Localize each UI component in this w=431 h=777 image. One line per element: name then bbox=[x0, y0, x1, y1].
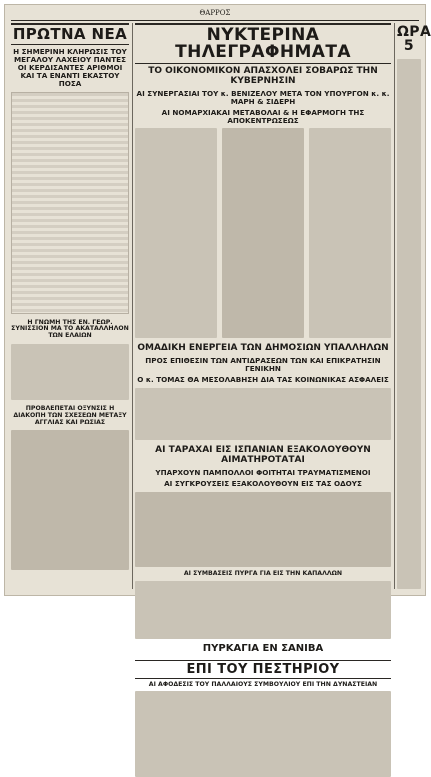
middle-section-subheadline-2: Ο κ. ΤΟΜΑΣ ΘΑ ΜΕΣΟΛΑΒΗΣΗ ΔΙΑ ΤΑΣ ΚΟΙΝΩΝΙΚΑΣ ΑΣΦΑΛΕΙΣ bbox=[137, 375, 389, 385]
left-bottom-headline-2: ΠΡΟΒΛΕΠΕΤΑΙ ΟΞΥΝΣΙΣ Η ΔΙΑΚΟΠΗ ΤΩΝ ΣΧΕΣΕΩΝ ΜΕΤΑΞΥ ΑΓΓΛΙΑΣ ΚΑΙ ΡΩΣΙΑΣ bbox=[13, 405, 127, 426]
masthead-rule bbox=[11, 20, 419, 21]
middle-subheadline-2: ΑΙ ΝΟΜΑΡΧΙΑΚΑΙ ΜΕΤΑΒΟΛΑΙ & Η ΕΦΑΡΜΟΓΗ ΤΗΣ ΑΠΟΚΕΝΤΡΩΣΕΩΣ bbox=[161, 107, 365, 125]
middle-text-col-2 bbox=[222, 128, 304, 338]
middle-footer-subheadline: ΑΙ ΑΦΟΔΕΣΙΣ ΤΟΥ ΠΑΛΛΑΙΟΥΣ ΣΥΜΒΟΥΛΙΟΥ ΕΠΙ ΤΗΝ ΔΥΝΑΣΤΕΙΑΝ bbox=[148, 680, 378, 688]
left-banner: ΠΡΩΤΝΑ ΝΕΑ bbox=[12, 25, 128, 43]
left-column bbox=[11, 23, 129, 589]
column-divider-2 bbox=[394, 23, 395, 589]
middle-notice-body bbox=[135, 581, 391, 639]
middle-bottom-subheadline-1: ΥΠΑΡΧΟΥΝ ΠΑΜΠΟΛΛΟΙ ΦΟΙΤΗΤΑΙ ΤΡΑΥΜΑΤΙΣΜΕΝΟΙ bbox=[155, 467, 371, 477]
left-article-body-2 bbox=[11, 430, 129, 570]
middle-section-body bbox=[135, 388, 391, 440]
masthead bbox=[11, 9, 419, 19]
middle-bottom-headline: ΑΙ ΤΑΡΑΧΑΙ ΕΙΣ ΙΣΠΑΝΙΑΝ ΕΞΑΚΟΛΟΥΘΟΥΝ ΑΙΜΑΤΗΡΟΤΑΤΑΙ bbox=[155, 445, 371, 466]
middle-subheadline-1: ΑΙ ΣΥΝΕΡΓΑΣΙΑΙ ΤΟΥ κ. ΒΕΝΙΖΕΛΟΥ ΜΕΤΑ ΤΟΝ ΥΠΟΥΡΓΟΝ κ. κ. ΜΑΡΗ & ΣΙΔΕΡΗ bbox=[136, 88, 390, 106]
column-divider-1 bbox=[132, 23, 133, 589]
masthead-title: ΘΑΡΡΟΣ bbox=[199, 9, 231, 17]
middle-notice-headline: ΑΙ ΣΥΜΒΑΣΕΙΣ ΠΥΡΓΑ ΓΙΑ ΕΙΣ ΤΗΝ ΚΑΠΑΛΛΩΝ bbox=[183, 569, 343, 577]
middle-footer-banner: ΕΠΙ ΤΟΥ ΠΕΣΤΗΡΙΟΥ bbox=[135, 660, 391, 679]
middle-section-subheadline-1: ΠΡΟΣ ΕΠΙΘΕΣΙΝ ΤΩΝ ΑΝΤΙΔΡΑΣΕΩΝ ΤΩΝ ΚΑΙ ΕΠΙΚΡΑΤΗΣΙΝ ΓΕΝΙΚΗΝ bbox=[145, 356, 381, 374]
middle-headline: ΤΟ ΟΙΚΟΝΟΜΙΚΟΝ ΑΠΑΣΧΟΛΕΙ ΣΟΒΑΡΩΣ ΤΗΝ ΚΥΒΕΡΝΗΣΙΝ bbox=[148, 66, 378, 86]
middle-bottom-subheadline-2: ΑΙ ΣΥΓΚΡΟΥΣΕΙΣ ΕΞΑΚΟΛΟΥΘΟΥΝ ΕΙΣ ΤΑΣ ΟΔΟΥΣ bbox=[164, 478, 362, 488]
middle-banner: ΝΥΚΤΕΡΙΝΑ ΤΗΛΕΓΡΑΦΗΜΑΤΑ bbox=[135, 23, 391, 64]
newspaper-page bbox=[4, 4, 431, 688]
middle-column bbox=[135, 23, 391, 688]
middle-text-col-1 bbox=[135, 128, 217, 338]
right-column-body bbox=[397, 59, 421, 589]
lottery-table bbox=[11, 92, 129, 314]
middle-box-headline: ΠΥΡΚΑΓΙΑ ΕΝ ΣΑΝΙΒΑ bbox=[202, 642, 324, 654]
right-banner: ΩΡΑ 5 bbox=[397, 24, 431, 54]
middle-section-headline: ΟΜΑΔΙΚΗ ΕΝΕΡΓΕΙΑ ΤΩΝ ΔΗΜΟΣΙΩΝ ΥΠΑΛΛΗΛΩΝ bbox=[137, 343, 389, 354]
left-headline: Η ΣΗΜΕΡΙΝΗ ΚΛΗΡΩΣΙΣ ΤΟΥ ΜΕΓΑΛΟΥ ΛΑΧΕΙΟΥ ΠΑΝΤΕΣ ΟΙ ΚΕΡΔΙΣΑΝΤΕΣ ΑΡΙΘΜΟΙ ΚΑΙ ΤΑ ΕΝΑΝΤΙ ΕΚΑΣΤΟΥ ΠΟΣΑ bbox=[13, 47, 127, 88]
middle-text-col-3 bbox=[309, 128, 391, 338]
left-bottom-headline: Η ΓΝΩΜΗ ΤΗΣ ΕΝ. ΓΕΩΡ. ΣΥΝΙΣΣΙΟΝ ΜΑ ΤΟ ΑΚΑΤΑΛΛΗΛΟΝ ΤΩΝ ΕΛΑΙΩΝ bbox=[11, 318, 129, 340]
left-article-body-1 bbox=[11, 344, 129, 400]
middle-footer-body bbox=[135, 691, 391, 777]
middle-bottom-body bbox=[135, 492, 391, 567]
middle-article-body bbox=[135, 128, 391, 338]
right-column bbox=[397, 23, 431, 589]
